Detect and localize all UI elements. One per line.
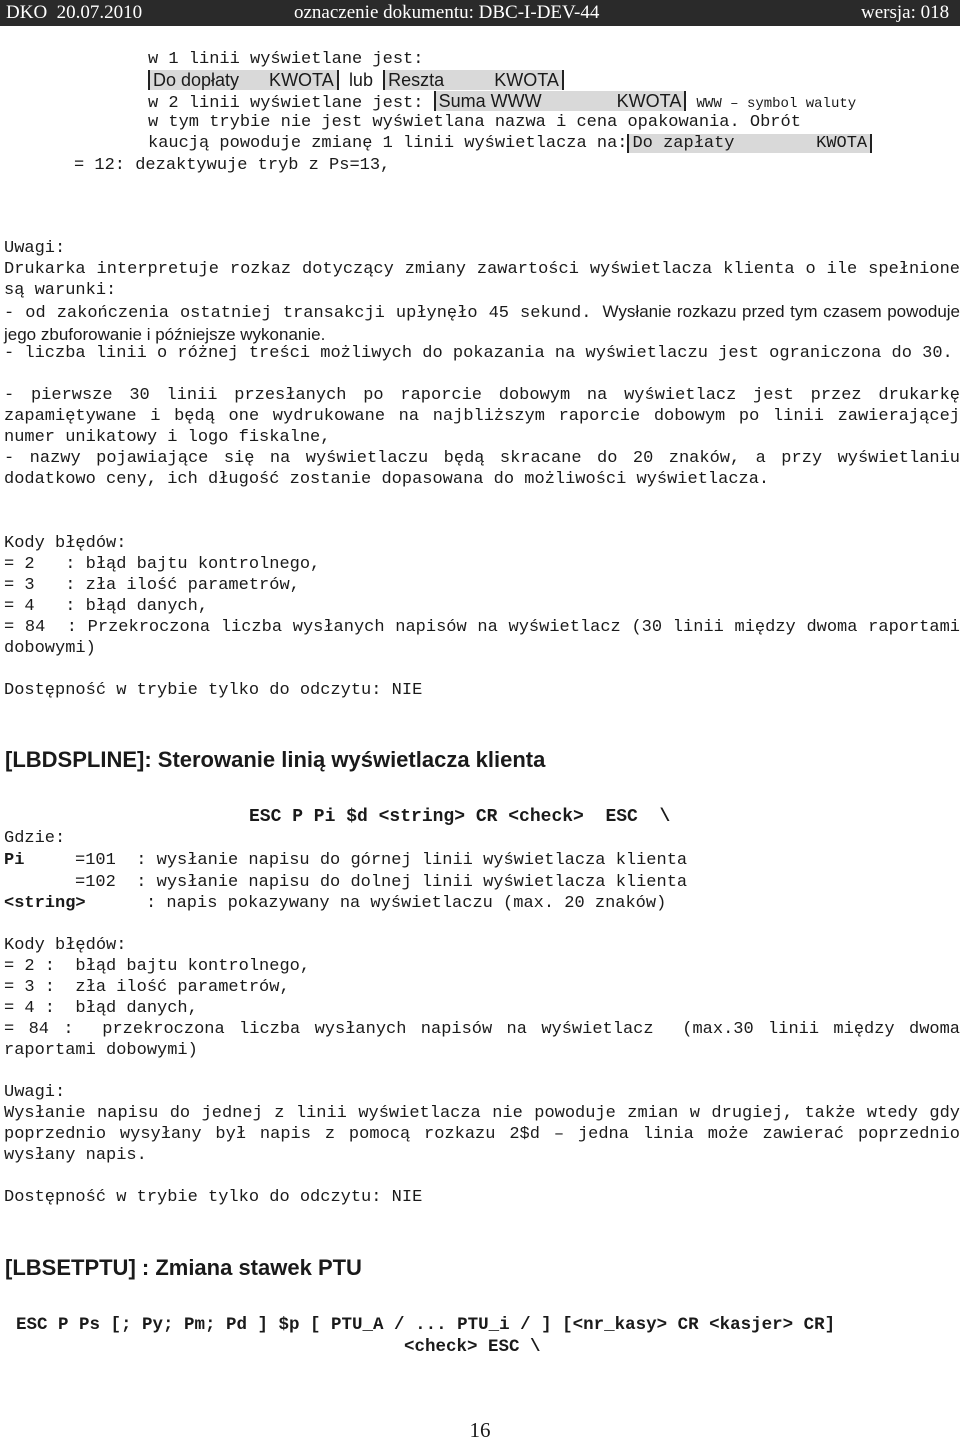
section-heading-lbsetptu: [LBSETPTU] : Zmiana stawek PTU <box>5 1255 362 1280</box>
error-codes-title: Kody błędów: <box>4 534 127 553</box>
error-code-2: = 2 : błąd bajtu kontrolnego, <box>4 555 321 574</box>
remarks-p2a: - od zakończenia ostatniej transakcji upłynęło 45 sekund. <box>4 304 592 323</box>
remarks-paragraph-5: - nazwy pojawiające się na wyświetlaczu będą skracane do 20 znaków, a przy wyświetlaniu dodatkowo ceny, ich długość zostanie dopasowana do możliwości wyświetlacza. <box>4 449 960 489</box>
display-sample-do-doplaty: Do dopłaty KWOTA <box>148 70 339 90</box>
remarks-title-2: Uwagi: <box>4 1083 66 1102</box>
error-code-4: = 4 : błąd danych, <box>4 597 209 616</box>
remarks-lbdspline: Wysłanie napisu do jednej z linii wyświetlacza nie powoduje zmian w drugiej, także wtedy gdy poprzednio wysyłany był napis z pomocą rozkazu 2$d – jedna linia może zawierać poprzednio wysłany napis. <box>4 1104 960 1165</box>
availability-readonly-2: Dostępność w trybie tylko do odczytu: NIE <box>4 1188 423 1207</box>
param-string-label: <string> <box>4 894 86 913</box>
header-document-id: oznaczenie dokumentu: DBC-I-DEV-44 <box>294 2 600 23</box>
error-code-4-b: = 4 : błąd danych, <box>4 999 198 1018</box>
display-sample-do-zaplaty: Do zapłaty KWOTA <box>627 134 872 153</box>
gdzie-label: Gdzie: <box>4 829 66 848</box>
error-code-3: = 3 : zła ilość parametrów, <box>4 576 300 595</box>
command-syntax-lbdspline: ESC P Pi $d <string> CR <check> ESC \ <box>249 807 671 827</box>
intro-line-5-text: kaucją powoduje zmianę 1 linii wyświetlacza na: <box>148 134 628 153</box>
remarks-title: Uwagi: <box>4 239 66 258</box>
header-version: wersja: 018 <box>861 2 950 23</box>
param-pi-101: =101 : wysłanie napisu do górnej linii wyświetlacza klienta <box>75 851 688 870</box>
remarks-paragraph-3: - liczba linii o różnej treści możliwych do pokazania na wyświetlaczu jest ograniczona do 30. <box>4 344 953 363</box>
command-syntax-lbsetptu-line-2: <check> ESC \ <box>404 1337 541 1357</box>
error-code-84-b: = 84 : przekroczona liczba wysłanych napisów na wyświetlacz (max.30 linii między dwoma raportami dobowymi) <box>4 1020 960 1060</box>
intro-line-4 <box>148 112 801 133</box>
page-number: 16 <box>469 1418 491 1442</box>
currency-note: WWW – symbol waluty <box>696 96 857 112</box>
header-date: DKO 20.07.2010 <box>6 2 143 23</box>
intro-obrot: Obrót <box>749 113 801 132</box>
remarks-paragraph-2 <box>4 301 960 347</box>
param-string-desc: : napis pokazywany na wyświetlaczu (max. 20 znaków) <box>146 894 667 913</box>
intro-line-2 <box>148 70 564 93</box>
document-header <box>0 0 960 26</box>
command-syntax-lbsetptu-line-1: ESC P Ps [; Py; Pm; Pd ] $p [ PTU_A / ... PTU_i / ] [<nr_kasy> CR <kasjer> CR] <box>16 1315 836 1335</box>
intro-line-6: = 12: dezaktywuje tryb z Ps=13, <box>74 156 391 175</box>
param-pi-label: Pi <box>4 851 25 870</box>
remarks-paragraph-1: Drukarka interpretuje rozkaz dotyczący zmiany zawartości wyświetlacza klienta o ile spełnione są warunki: <box>4 260 960 300</box>
intro-line-5 <box>148 133 872 154</box>
or-label: lub <box>348 70 373 90</box>
display-sample-reszta: Reszta KWOTA <box>383 70 564 90</box>
param-pi-102: =102 : wysłanie napisu do dolnej linii wyświetlacza klienta <box>75 873 688 892</box>
remarks-paragraph-4: - pierwsze 30 linii przesłanych po raporcie dobowym na wyświetlacz jest przez drukarkę zapamiętywane i będą one wydrukowane na najbliższym raporcie dobowym po linii zawierającej numer unikatowy i logo fiskalne, <box>4 386 960 447</box>
availability-readonly: Dostępność w trybie tylko do odczytu: NIE <box>4 681 423 700</box>
intro-line-4-text: w tym trybie nie jest wyświetlana nazwa i cena opakowania. <box>148 113 740 132</box>
remarks-p2b: Wysłanie rozkazu przed tym czasem powoduje jego zbuforowanie i późniejsze wykonanie. <box>4 302 960 344</box>
error-code-84: = 84 : Przekroczona liczba wysłanych napisów na wyświetlacz (30 linii między dwoma raportami dobowymi) <box>4 618 960 658</box>
error-code-2-b: = 2 : błąd bajtu kontrolnego, <box>4 957 311 976</box>
section-heading-lbdspline: [LBDSPLINE]: Sterowanie linią wyświetlacza klienta <box>5 747 546 772</box>
error-code-3-b: = 3 : zła ilość parametrów, <box>4 978 290 997</box>
display-sample-suma: Suma WWW KWOTA <box>434 91 687 111</box>
intro-line-3-text: w 2 linii wyświetlane jest: <box>148 94 424 113</box>
error-codes-title-2: Kody błędów: <box>4 936 127 955</box>
intro-line-1: w 1 linii wyświetlane jest: <box>148 50 424 69</box>
